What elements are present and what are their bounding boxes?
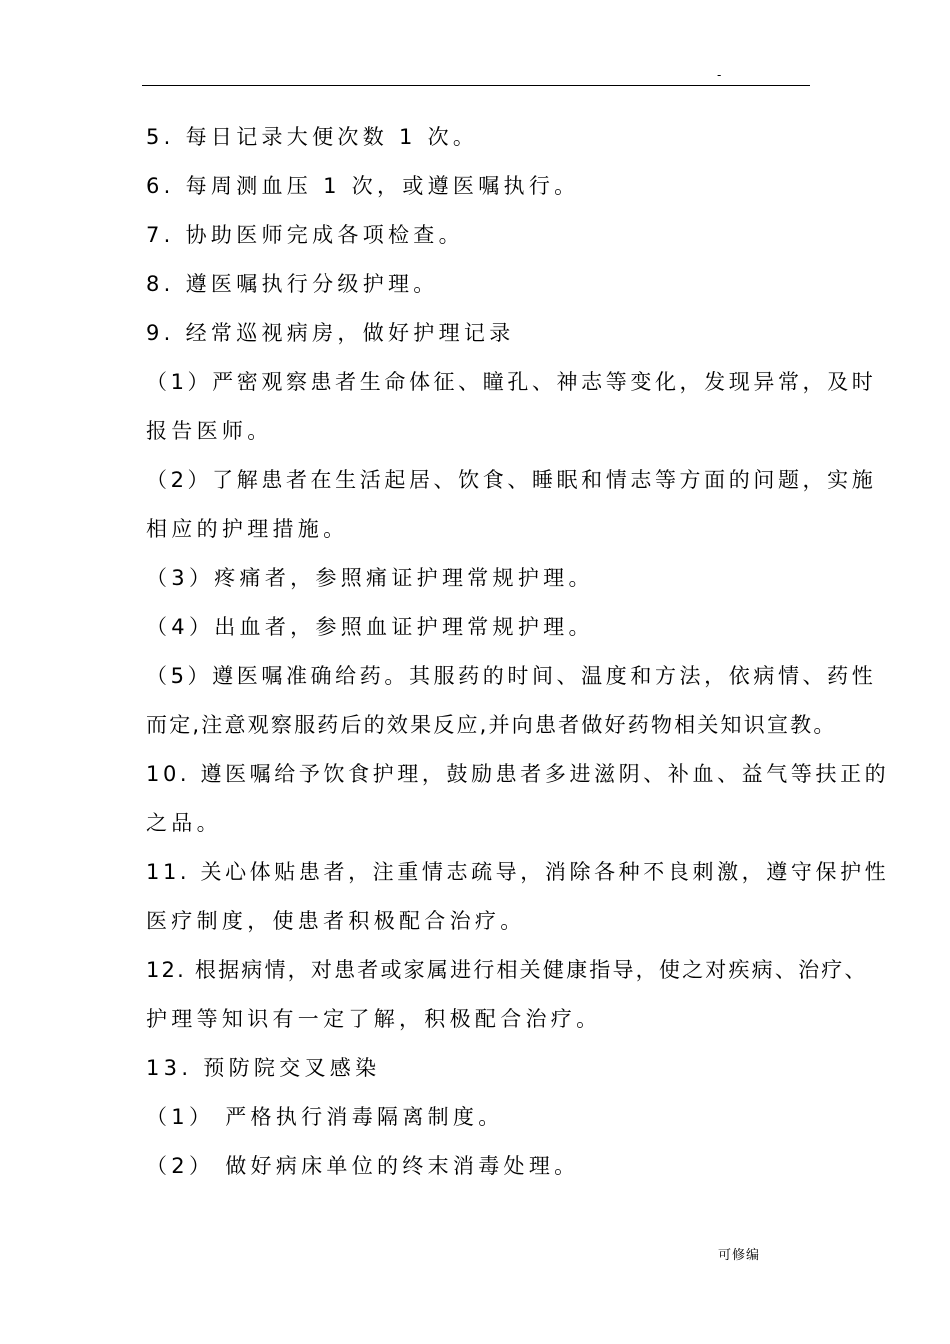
text-line: 12. 根据病情，对患者或家属进行相关健康指导，使之对疾病、治疗、 (146, 958, 868, 982)
text-line: 13. 预防院交叉感染 (146, 1056, 381, 1080)
text-line: 报告医师。 (146, 419, 273, 443)
text-line: （1）严密观察患者生命体征、瞳孔、神志等变化，发现异常，及时 (146, 370, 877, 394)
text-line: 7. 协助医师完成各项检查。 (146, 223, 464, 247)
document-body (146, 113, 890, 1191)
footer-label: 可修编 (718, 1248, 761, 1263)
text-line: （5）遵医嘱准确给药。其服药的时间、温度和方法，依病情、药性 (146, 664, 877, 688)
text-line: （2）了解患者在生活起居、饮食、睡眠和情志等方面的问题，实施 (146, 468, 877, 492)
text-line: （4）出血者，参照血证护理常规护理。 (146, 615, 594, 639)
text-line: 9. 经常巡视病房，做好护理记录 (146, 321, 515, 345)
text-line: 11. 关心体贴患者，注重情志疏导，消除各种不良刺激，遵守保护性 (146, 860, 890, 884)
text-line: 护理等知识有一定了解，积极配合治疗。 (146, 1007, 602, 1031)
text-line: （1） 严格执行消毒隔离制度。 (146, 1105, 504, 1129)
text-line: 10. 遵医嘱给予饮食护理，鼓励患者多进滋阴、补血、益气等扶正的 (146, 762, 890, 786)
text-line: 医疗制度，使患者积极配合治疗。 (146, 909, 526, 933)
text-line: （2） 做好病床单位的终末消毒处理。 (146, 1154, 580, 1178)
text-line: 5. 每日记录大便次数 1 次。 (146, 125, 479, 149)
text-line: 相应的护理措施。 (146, 517, 349, 541)
header-rule (142, 85, 810, 86)
text-line: 之品。 (146, 811, 222, 835)
header-mark: - (717, 68, 722, 82)
text-line: 6. 每周测血压 1 次，或遵医嘱执行。 (146, 174, 580, 198)
text-line: （3）疼痛者，参照痛证护理常规护理。 (146, 566, 594, 590)
text-line: 8. 遵医嘱执行分级护理。 (146, 272, 439, 296)
text-line: 而定,注意观察服药后的效果反应,并向患者做好药物相关知识宣教。 (146, 713, 837, 737)
